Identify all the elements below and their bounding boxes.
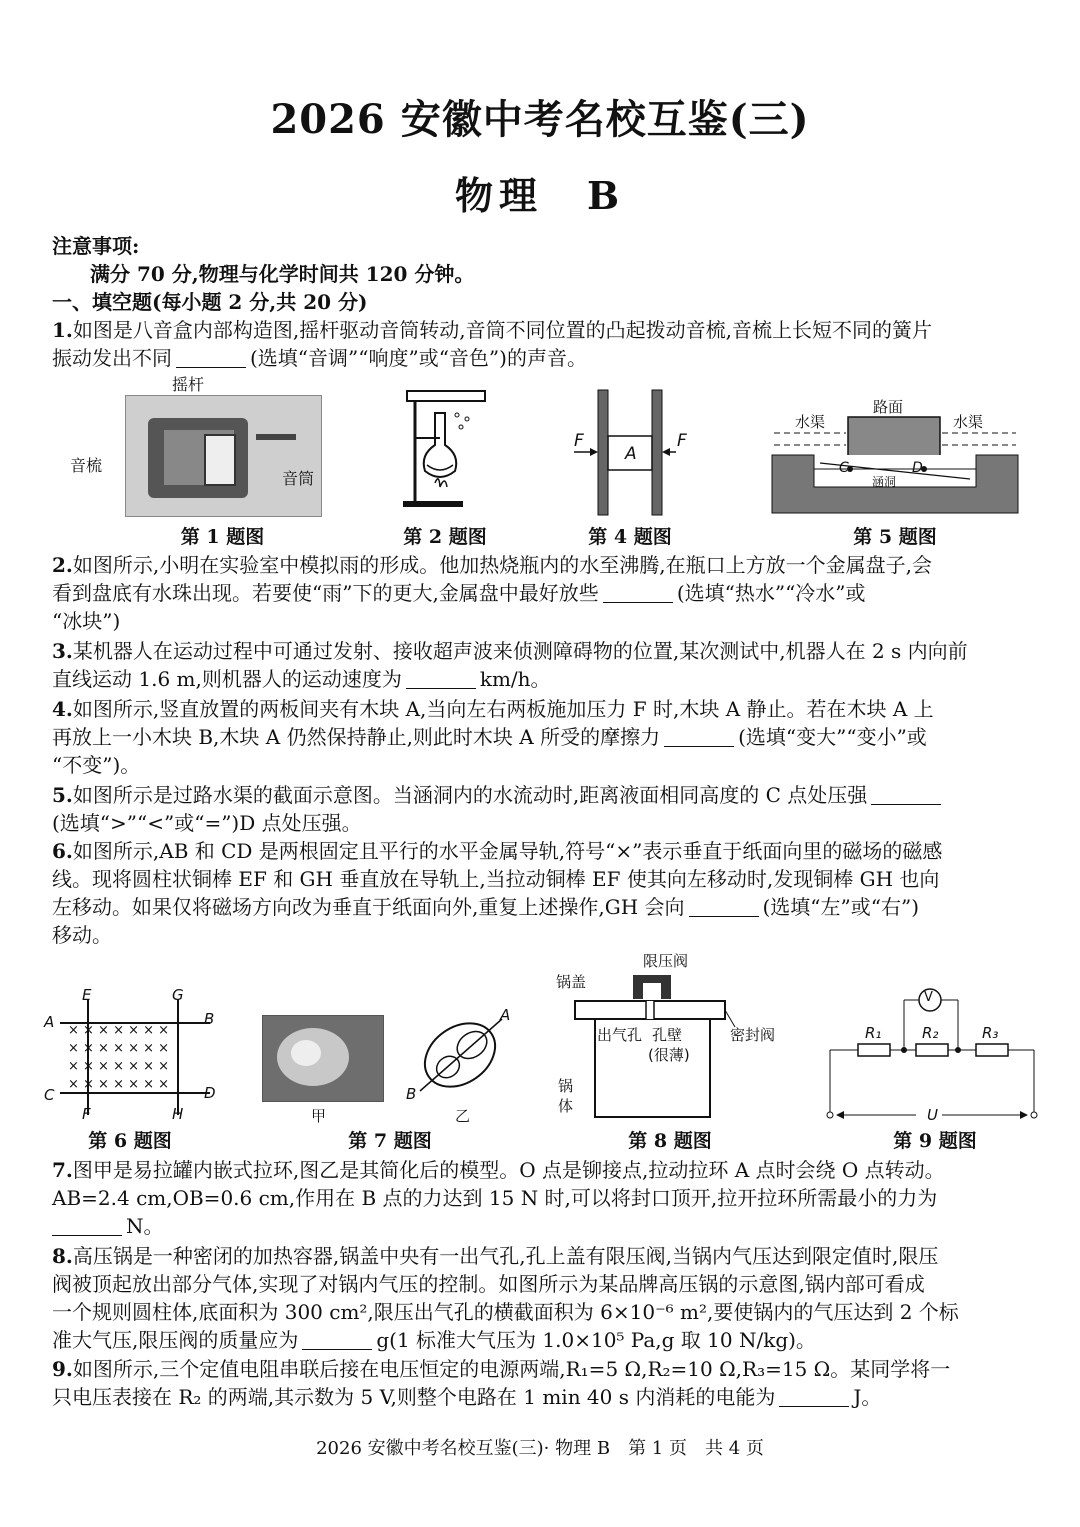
svg-text:× × × × × × ×: × × × × × × ×	[68, 1041, 170, 1056]
svg-text:× × × × × × ×: × × × × × × ×	[68, 1059, 170, 1074]
fig8-label-lid: 锅盖	[556, 973, 587, 991]
fig8-label-body1: 锅	[558, 1077, 574, 1095]
fig6-label-b: B	[204, 1010, 215, 1028]
fig1-label-cylinder: 音筒	[282, 469, 315, 488]
question-5: 5.如图所示是过路水渠的截面示意图。当涵洞内的水流动时,距离液面相同高度的 C 点处压强 (选填“>”“<”或“=”)D 点处压强。	[52, 781, 1032, 837]
fig8-label-vent: 出气孔	[597, 1026, 643, 1044]
fig6-label-e: E	[82, 986, 92, 1004]
question-8: 8.高压锅是一种密闭的加热容器,锅盖中央有一出气孔,孔上盖有限压阀,当锅内气压达到限定值时,限压 阀被顶起放出部分气体,实现了对锅内气压的控制。如图所示为某品牌高压锅的示意图,锅内部可看成 一个规则圆柱体,底面积为 300 cm²,限压出气孔的横截面积为 6×10⁻⁶ m²,要使锅内的气压达到 2 个标 准大气压,限压阀的质量应为 g(1 标准大气压为 1.0×10⁵ Pa,g 取 10 N/kg)。	[52, 1244, 959, 1352]
fig5-caption: 第 5 题图	[853, 526, 937, 548]
answer-blank[interactable]	[871, 786, 941, 805]
question-2: 2.如图所示,小明在实验室中模拟雨的形成。他加热烧瓶内的水至沸腾,在瓶口上方放一个金属盘子,会 看到盘底有水珠出现。若要使“雨”下的更大,金属盘中最好放些 (选填“热水”“冷水”或 “冰块”)	[52, 553, 932, 633]
question-4: 4.如图所示,竖直放置的两板间夹有木块 A,当向左右两板施加压力 F 时,木块 A 静止。若在木块 A 上 再放上一小木块 B,木块 A 仍然保持静止,则此时木块 A 所受的摩擦力 (选填“变大”“变小”或 “不变”)。	[52, 697, 934, 777]
fig8-label-wall: 孔壁	[652, 1026, 683, 1044]
notice-text: 满分 70 分,物理与化学时间共 120 分钟。	[90, 262, 475, 286]
fig6-label-a: A	[44, 1013, 55, 1031]
fig5-label-channel-right: 水渠	[953, 413, 984, 431]
answer-blank[interactable]	[779, 1388, 849, 1407]
fig6-label-g: G	[172, 986, 184, 1004]
question-9: 9.如图所示,三个定值电阻串联后接在电压恒定的电源两端,R₁=5 Ω,R₂=10 Ω,R₃=15 Ω。某同学将一 只电压表接在 R₂ 的两端,其示数为 5 V,则整个电路在 1 min 40 s 内消耗的电能为 J。	[52, 1357, 951, 1409]
fig7-label-a: A	[500, 1006, 511, 1024]
fig9-label-r3: R₃	[982, 1024, 999, 1042]
fig8-caption: 第 8 题图	[628, 1130, 712, 1152]
fig7-label-jia: 甲	[311, 1107, 327, 1125]
fig5-label-channel-left: 水渠	[795, 413, 826, 431]
fig8-label-valve: 限压阀	[643, 952, 689, 970]
answer-blank[interactable]	[302, 1331, 372, 1350]
fig9-label-voltmeter: V	[924, 990, 933, 1005]
fig4-label-a: A	[625, 444, 637, 464]
fig6-label-h: H	[172, 1105, 184, 1123]
svg-text:× × × × × × ×: × × × × × × ×	[68, 1023, 170, 1038]
fig5-label-culvert: 涵洞	[872, 475, 897, 489]
notice-heading: 注意事项:	[52, 234, 140, 258]
fig4-label-f-right: F	[677, 431, 687, 451]
question-3: 3.某机器人在运动过程中可通过发射、接收超声波来侦测障碍物的位置,某次测试中,机器人在 2 s 内向前 直线运动 1.6 m,则机器人的运动速度为 km/h。	[52, 639, 968, 691]
answer-blank[interactable]	[52, 1217, 122, 1236]
fig1-label-rocker: 摇杆	[172, 375, 205, 394]
fig4-caption: 第 4 题图	[588, 526, 672, 548]
fig9-label-r2: R₂	[922, 1024, 939, 1042]
question-6: 6.如图所示,AB 和 CD 是两根固定且平行的水平金属导轨,符号“×”表示垂直于纸面向里的磁场的磁感 线。现将圆柱状铜棒 EF 和 GH 垂直放在导轨上,当拉动铜棒 EF 使其向左移动时,发现铜棒 GH 也向 左移动。如果仅将磁场方向改为垂直于纸面向外,重复上述操作,GH 会向 (选填“左”或“右”) 移动。	[52, 839, 943, 947]
fig6-label-f: F	[82, 1105, 91, 1123]
can-ring-photo	[262, 1015, 384, 1102]
question-1: 1.如图是八音盒内部构造图,摇杆驱动音筒转动,音筒不同位置的凸起拨动音梳,音梳上长短不同的簧片 振动发出不同 (选填“音调”“响度”或“音色”)的声音。	[52, 318, 932, 370]
question-7: 7.图甲是易拉罐内嵌式拉环,图乙是其简化后的模型。O 点是铆接点,拉动拉环 A 点时会绕 O 点转动。 AB=2.4 cm,OB=0.6 cm,作用在 B 点的力达到 15 N 时,可以将封口顶开,拉开拉环所需最小的力为 N。	[52, 1158, 945, 1238]
fig4-label-f-left: F	[574, 431, 584, 451]
fig6-label-c: C	[44, 1086, 55, 1104]
fig1-caption: 第 1 题图	[180, 526, 265, 548]
fig9-caption: 第 9 题图	[893, 1130, 977, 1152]
answer-blank[interactable]	[664, 728, 734, 747]
answer-blank[interactable]	[406, 670, 476, 689]
fig5-label-d: D	[912, 460, 923, 476]
svg-text:× × × × × × ×: × × × × × × ×	[68, 1077, 170, 1092]
page-title: 2026 安徽中考名校互鉴(三)	[270, 96, 810, 143]
page-subtitle: 物理 B	[454, 173, 626, 218]
fig5-label-c: C	[839, 460, 849, 476]
answer-blank[interactable]	[689, 898, 759, 917]
fig7-caption: 第 7 题图	[348, 1130, 432, 1152]
fig6-caption: 第 6 题图	[88, 1130, 172, 1152]
fig9-label-r1: R₁	[865, 1024, 882, 1042]
fig7-label-b: B	[406, 1085, 417, 1103]
fig8-label-thin: (很薄)	[648, 1046, 690, 1064]
rails-magnetic-field-figure	[40, 985, 230, 1125]
section-heading: 一、填空题(每小题 2 分,共 20 分)	[52, 290, 368, 314]
page-footer: 2026 安徽中考名校互鉴(三)· 物理 B 第 1 页 共 4 页	[316, 1438, 764, 1459]
fig8-label-body2: 体	[558, 1097, 574, 1115]
fig6-label-d: D	[204, 1084, 216, 1102]
answer-blank[interactable]	[603, 584, 673, 603]
fig8-label-seal: 密封阀	[730, 1026, 776, 1044]
answer-blank[interactable]	[176, 349, 246, 368]
fig9-label-u: U	[927, 1106, 938, 1124]
fig1-label-comb: 音梳	[70, 456, 103, 475]
boiling-flask-figure	[395, 383, 495, 513]
fig7-label-yi: 乙	[455, 1107, 471, 1125]
fig2-caption: 第 2 题图	[403, 526, 487, 548]
music-box-photo	[125, 395, 322, 517]
fig5-label-road: 路面	[873, 398, 904, 416]
